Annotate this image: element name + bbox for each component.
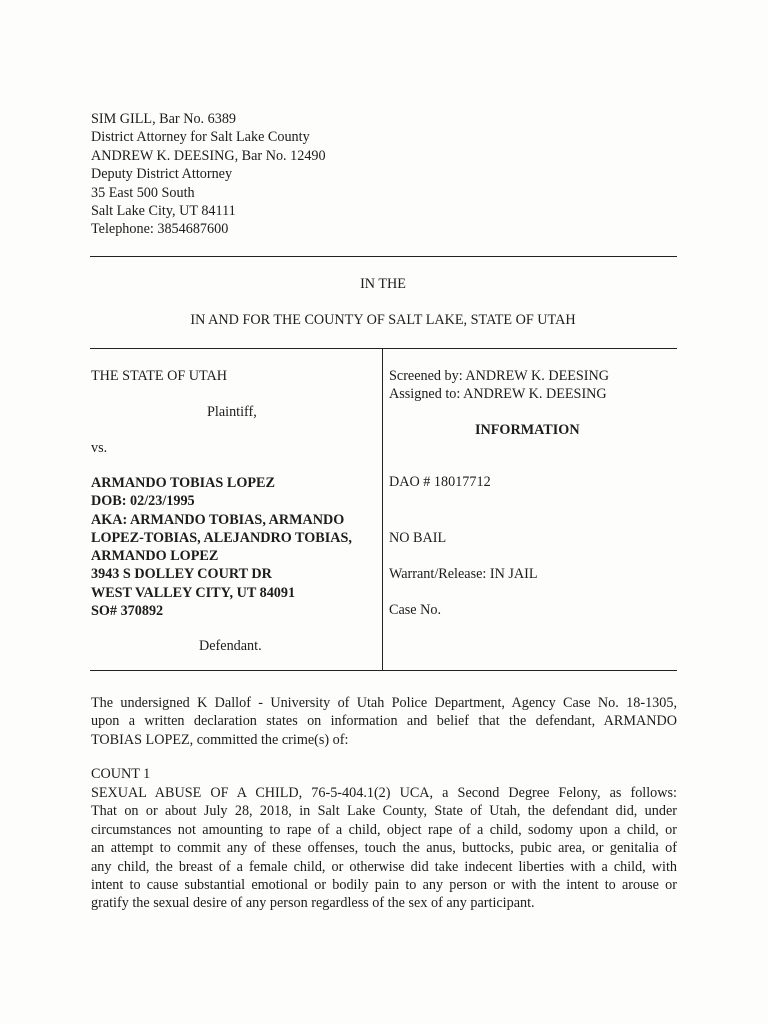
header-line: Deputy District Attorney (91, 166, 233, 183)
defendant-block (91, 474, 352, 620)
defendant-line: AKA: ARMANDO TOBIAS, ARMANDO (91, 511, 345, 528)
count-line: gratify the sexual desire of any person regardless of the sex of any participant. (91, 895, 535, 912)
case-caption (0, 348, 768, 670)
count-paragraph (91, 784, 677, 913)
attorney-header (91, 110, 326, 239)
court-line-2: IN AND FOR THE COUNTY OF SALT LAKE, STATE OF UTAH (190, 312, 576, 328)
dao-number: DAO # 18017712 (389, 474, 491, 490)
intro-line: The undersigned K Dallof - University of Utah Police Department, Agency Case No. 18-1305, (91, 695, 677, 711)
intro-line: TOBIAS LOPEZ, committed the crime(s) of: (91, 731, 349, 748)
assigned-to: Assigned to: ANDREW K. DEESING (389, 386, 607, 402)
defendant-role: Defendant. (199, 638, 262, 654)
defendant-line: SO# 370892 (91, 603, 164, 620)
versus: vs. (91, 440, 108, 456)
count-line: That on or about July 28, 2018, in Salt Lake County, State of Utah, the defendant did, under (91, 803, 677, 820)
case-number: Case No. (389, 602, 442, 618)
screened-by: Screened by: ANDREW K. DEESING (389, 368, 610, 384)
bail-status: NO BAIL (389, 530, 447, 546)
warrant-status: Warrant/Release: IN JAIL (389, 566, 538, 582)
count-line: any child, the breast of a female child, or otherwise did take indecent liberties with a child, with (91, 858, 677, 875)
defendant-line: ARMANDO LOPEZ (91, 548, 219, 565)
header-divider (90, 256, 677, 257)
count-line: intent to cause substantial emotional or bodily pain to any person or with the intent to arouse or (91, 877, 677, 894)
defendant-line: DOB: 02/23/1995 (91, 493, 195, 510)
header-line: 35 East 500 South (91, 184, 195, 201)
count-line: an attempt to commit any of these offenses, touch the anus, buttocks, pubic area, or genitalia of (91, 840, 677, 857)
court-line-1: IN THE (360, 276, 406, 292)
header-line: SIM GILL, Bar No. 6389 (91, 111, 237, 127)
count-title: COUNT 1 (91, 766, 151, 782)
defendant-line: ARMANDO TOBIAS LOPEZ (91, 475, 275, 491)
defendant-line: WEST VALLEY CITY, UT 84091 (91, 584, 296, 601)
defendant-line: 3943 S DOLLEY COURT DR (91, 566, 272, 583)
intro-line: upon a written declaration states on information and belief that the defendant, ARMANDO (91, 713, 677, 730)
intro-paragraph (91, 694, 677, 749)
header-line: ANDREW K. DEESING, Bar No. 12490 (91, 147, 326, 164)
plaintiff-name: THE STATE OF UTAH (91, 368, 228, 384)
document-title: INFORMATION (475, 422, 580, 438)
header-line: Telephone: 3854687600 (91, 221, 229, 238)
defendant-line: LOPEZ-TOBIAS, ALEJANDRO TOBIAS, (91, 529, 352, 546)
header-line: District Attorney for Salt Lake County (91, 129, 310, 146)
caption-bottom-rule (90, 670, 677, 671)
count-line: SEXUAL ABUSE OF A CHILD, 76-5-404.1(2) UCA, a Second Degree Felony, as follows: (91, 785, 677, 801)
plaintiff-role: Plaintiff, (207, 404, 257, 420)
header-line: Salt Lake City, UT 84111 (91, 203, 236, 220)
count-line: circumstances not amounting to rape of a child, object rape of a child, sodomy upon a child, or (91, 821, 677, 838)
